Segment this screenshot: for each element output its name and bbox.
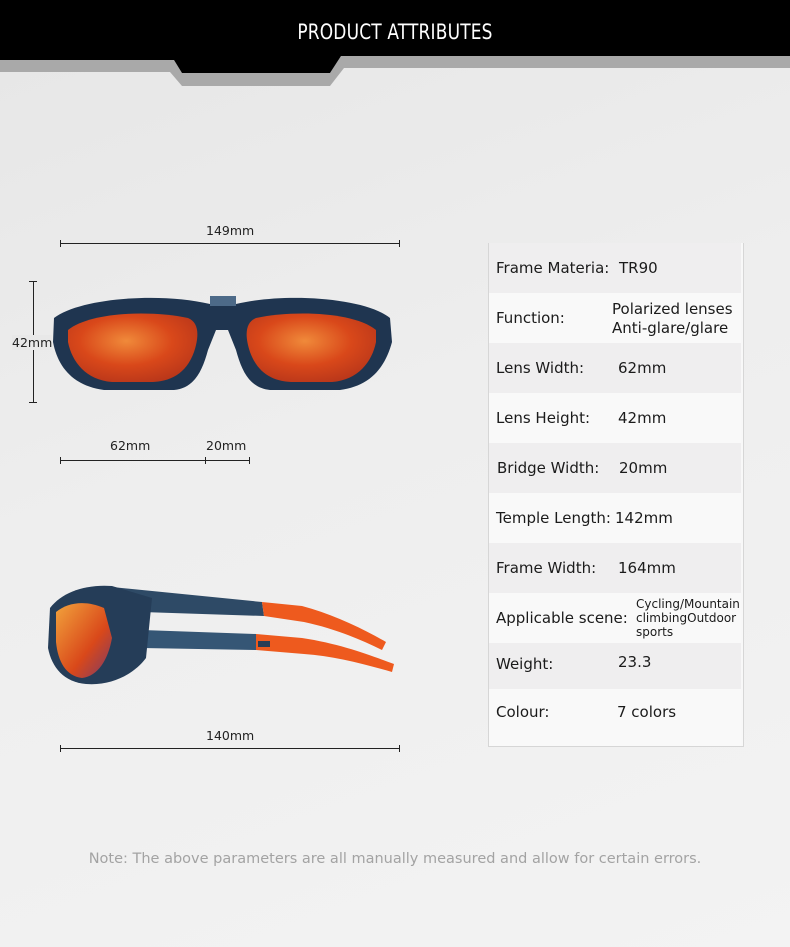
temple-length-label: 140mm <box>206 728 255 743</box>
lens-bridge-line <box>60 460 250 461</box>
spec-value: 7 colors <box>617 703 677 721</box>
total-width-label: 149mm <box>206 223 255 238</box>
bridge-width-label: 20mm <box>206 438 247 453</box>
total-width-line <box>60 243 400 244</box>
spec-row-temple-length <box>489 493 741 543</box>
tick <box>60 457 61 464</box>
spec-value: TR90 <box>619 259 658 277</box>
spec-row-lens-height <box>489 393 741 443</box>
spec-label: Applicable scene: <box>496 609 628 627</box>
spec-value: 42mm <box>618 409 667 427</box>
tick <box>399 745 400 752</box>
sunglasses-front-image <box>50 290 395 395</box>
temple-length-line <box>60 748 400 749</box>
spec-row-frame-width <box>489 543 741 593</box>
spec-value: 142mm <box>615 509 673 527</box>
tick <box>29 402 37 403</box>
spec-label: Frame Width: <box>496 559 597 577</box>
spec-value: 164mm <box>618 559 676 577</box>
spec-row-colour <box>489 689 741 746</box>
spec-value: 20mm <box>619 459 668 477</box>
sunglasses-side-image <box>42 578 402 698</box>
height-label: 42mm <box>12 335 53 350</box>
header-banner-shape <box>0 0 790 90</box>
spec-label: Temple Length: <box>496 509 611 527</box>
tick <box>205 457 206 464</box>
spec-table <box>488 243 744 747</box>
measurement-note: Note: The above parameters are all manually measured and allow for certain errors. <box>88 851 702 867</box>
spec-value-line2: climbingOutdoor <box>636 611 737 625</box>
spec-value-line1: Cycling/Mountain <box>636 597 740 611</box>
tick <box>249 457 250 464</box>
spec-value-line3: sports <box>636 625 674 639</box>
spec-row-weight <box>489 643 741 689</box>
spec-label: Function: <box>496 309 565 327</box>
spec-row-applicable-scene <box>489 593 741 643</box>
lens-width-label: 62mm <box>110 438 151 453</box>
tick <box>60 745 61 752</box>
spec-row-lens-width <box>489 343 741 393</box>
spec-label: Frame Materia: <box>496 259 610 277</box>
spec-label: Lens Height: <box>496 409 591 427</box>
spec-value: 23.3 <box>618 653 652 671</box>
tick <box>60 240 61 247</box>
tick <box>399 240 400 247</box>
spec-label: Colour: <box>496 703 550 721</box>
tick <box>29 281 37 282</box>
spec-value-line1: Polarized lenses <box>612 300 733 318</box>
page-title: PRODUCT ATTRIBUTES <box>297 20 493 44</box>
spec-row-bridge-width <box>489 443 741 493</box>
spec-label: Lens Width: <box>496 359 585 377</box>
spec-row-function <box>489 293 741 343</box>
spec-label: Bridge Width: <box>497 459 600 477</box>
spec-row-frame-material <box>489 243 741 293</box>
section-header <box>0 0 790 90</box>
spec-value: 62mm <box>618 359 667 377</box>
spec-value-line2: Anti-glare/glare <box>612 319 729 337</box>
spec-label: Weight: <box>496 655 554 673</box>
